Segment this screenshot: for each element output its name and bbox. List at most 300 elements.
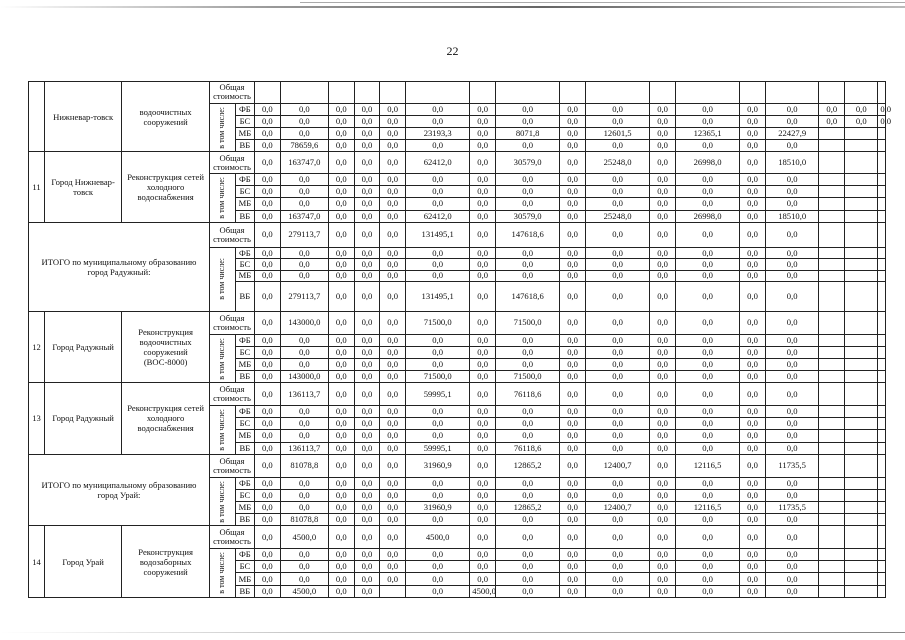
funding-table (28, 81, 892, 598)
value-cell: 0,0 (328, 585, 354, 597)
value-cell: 0,0 (354, 514, 380, 526)
value-cell: 0,0 (496, 334, 560, 346)
value-cell: 0,0 (560, 371, 586, 383)
total-value-cell (470, 82, 496, 104)
value-cell: 0,0 (280, 501, 328, 513)
including-label-text: в том числе: (217, 337, 227, 380)
total-value-cell: 0,0 (740, 454, 766, 477)
value-cell: 0,0 (560, 186, 586, 198)
value-cell: 0,0 (470, 247, 496, 258)
value-cell: 0,0 (765, 477, 819, 489)
value-cell: 0,0 (650, 198, 676, 210)
table-row (29, 311, 886, 334)
total-value-cell (328, 82, 354, 104)
value-cell (845, 501, 878, 513)
value-cell: 0,0 (354, 128, 380, 140)
value-cell: 0,0 (675, 247, 739, 258)
value-cell: 0,0 (740, 270, 766, 281)
value-cell: 0,0 (255, 573, 281, 585)
value-cell (845, 549, 878, 561)
value-cell (878, 282, 886, 312)
table-row (29, 222, 886, 247)
value-cell: 0,0 (255, 186, 281, 198)
total-value-cell: 0,0 (354, 222, 380, 247)
total-value-cell (255, 82, 281, 104)
table-row (29, 526, 886, 549)
value-cell (819, 430, 845, 442)
municipality-name: Нижневар-товск (45, 82, 122, 152)
value-cell: 0,0 (406, 270, 470, 281)
value-cell: 0,0 (496, 561, 560, 573)
total-value-cell: 0,0 (675, 383, 739, 406)
funding-source-label: ФБ (235, 247, 254, 258)
value-cell: 0,0 (560, 442, 586, 454)
value-cell (878, 210, 886, 222)
value-cell: 78659,6 (280, 140, 328, 152)
funding-source-label: ВБ (235, 210, 254, 222)
total-value-cell: 0,0 (740, 152, 766, 174)
funding-source-label: ВБ (235, 514, 254, 526)
value-cell: 0,0 (740, 140, 766, 152)
funding-source-label: ФБ (235, 174, 254, 186)
value-cell (878, 198, 886, 210)
value-cell: 0,0 (819, 115, 845, 127)
value-cell: 0,0 (650, 210, 676, 222)
value-cell: 0,0 (328, 140, 354, 152)
total-value-cell (819, 311, 845, 334)
total-value-cell: 0,0 (470, 152, 496, 174)
value-cell: 0,0 (354, 585, 380, 597)
value-cell: 0,0 (585, 549, 649, 561)
value-cell: 0,0 (328, 514, 354, 526)
row-number: 14 (29, 526, 45, 598)
including-label-text: в том числе: (217, 480, 227, 523)
value-cell: 0,0 (406, 346, 470, 358)
value-cell: 0,0 (354, 140, 380, 152)
value-cell: 0,0 (380, 442, 406, 454)
value-cell: 0,0 (328, 198, 354, 210)
value-cell: 0,0 (280, 103, 328, 115)
value-cell (845, 210, 878, 222)
value-cell: 0,0 (560, 247, 586, 258)
value-cell: 0,0 (255, 140, 281, 152)
value-cell: 0,0 (675, 270, 739, 281)
value-cell: 0,0 (255, 477, 281, 489)
value-cell: 0,0 (560, 174, 586, 186)
value-cell: 0,0 (470, 282, 496, 312)
value-cell (845, 430, 878, 442)
funding-source-label: МБ (235, 270, 254, 281)
value-cell: 0,0 (585, 585, 649, 597)
value-cell: 0,0 (819, 103, 845, 115)
value-cell: 0,0 (560, 115, 586, 127)
value-cell: 0,0 (560, 198, 586, 210)
value-cell: 0,0 (255, 585, 281, 597)
total-value-cell (845, 311, 878, 334)
total-value-cell: 0,0 (255, 454, 281, 477)
value-cell (878, 346, 886, 358)
total-value-cell: 59995,1 (406, 383, 470, 406)
value-cell: 0,0 (496, 585, 560, 597)
value-cell: 0,0 (585, 371, 649, 383)
row-number: 11 (29, 152, 45, 222)
table-row (29, 454, 886, 477)
value-cell: 0,0 (675, 585, 739, 597)
value-cell: 0,0 (280, 489, 328, 501)
value-cell: 0,0 (354, 549, 380, 561)
scan-artifact-top-thin (300, 2, 905, 3)
value-cell: 0,0 (470, 103, 496, 115)
value-cell: 0,0 (255, 358, 281, 370)
funding-source-label: ВБ (235, 140, 254, 152)
value-cell: 31960,9 (406, 501, 470, 513)
value-cell: 0,0 (650, 115, 676, 127)
value-cell: 0,0 (650, 418, 676, 430)
value-cell: 0,0 (650, 174, 676, 186)
value-cell: 0,0 (470, 334, 496, 346)
value-cell: 0,0 (765, 186, 819, 198)
value-cell (819, 371, 845, 383)
value-cell: 12365,1 (675, 128, 739, 140)
value-cell: 0,0 (675, 115, 739, 127)
total-cost-label: Общая стоимость (210, 152, 255, 174)
value-cell (819, 585, 845, 597)
funding-source-label: БС (235, 259, 254, 270)
funding-source-label: БС (235, 115, 254, 127)
value-cell (845, 198, 878, 210)
value-cell: 0,0 (470, 128, 496, 140)
value-cell: 0,0 (560, 406, 586, 418)
value-cell: 0,0 (496, 514, 560, 526)
funding-source-label: МБ (235, 198, 254, 210)
value-cell: 0,0 (406, 186, 470, 198)
total-value-cell: 71500,0 (406, 311, 470, 334)
total-value-cell (878, 526, 886, 549)
total-value-cell: 0,0 (740, 526, 766, 549)
value-cell (878, 561, 886, 573)
value-cell: 0,0 (496, 247, 560, 258)
value-cell: 0,0 (406, 489, 470, 501)
value-cell: 0,0 (328, 346, 354, 358)
value-cell: 0,0 (675, 477, 739, 489)
total-value-cell (650, 82, 676, 104)
value-cell: 0,0 (328, 270, 354, 281)
value-cell: 0,0 (354, 501, 380, 513)
total-value-cell (845, 222, 878, 247)
value-cell: 0,0 (354, 103, 380, 115)
value-cell: 0,0 (354, 282, 380, 312)
value-cell: 23193,3 (406, 128, 470, 140)
value-cell: 0,0 (765, 103, 819, 115)
value-cell: 0,0 (280, 430, 328, 442)
value-cell: 0,0 (675, 346, 739, 358)
value-cell: 0,0 (765, 334, 819, 346)
value-cell (845, 442, 878, 454)
value-cell: 0,0 (354, 210, 380, 222)
value-cell: 0,0 (585, 358, 649, 370)
total-cost-label: Общая стоимость (210, 311, 255, 334)
value-cell: 0,0 (470, 186, 496, 198)
value-cell: 0,0 (650, 282, 676, 312)
row-number: 12 (29, 311, 45, 383)
value-cell: 25248,0 (585, 210, 649, 222)
total-value-cell: 0,0 (255, 222, 281, 247)
value-cell: 0,0 (255, 103, 281, 115)
value-cell: 0,0 (496, 259, 560, 270)
value-cell: 0,0 (470, 270, 496, 281)
value-cell: 0,0 (765, 573, 819, 585)
value-cell: 0,0 (560, 573, 586, 585)
value-cell: 0,0 (560, 270, 586, 281)
value-cell: 0,0 (280, 561, 328, 573)
value-cell: 0,0 (585, 115, 649, 127)
total-value-cell: 0,0 (255, 526, 281, 549)
including-label (210, 103, 236, 152)
including-label (210, 174, 236, 223)
value-cell: 0,0 (560, 549, 586, 561)
value-cell: 0,0 (255, 210, 281, 222)
value-cell: 0,0 (675, 418, 739, 430)
total-value-cell (819, 152, 845, 174)
total-value-cell: 0,0 (328, 311, 354, 334)
value-cell: 12601,5 (585, 128, 649, 140)
value-cell (878, 270, 886, 281)
total-value-cell: 0,0 (470, 311, 496, 334)
total-value-cell: 0,0 (328, 454, 354, 477)
value-cell: 0,0 (328, 334, 354, 346)
value-cell: 0,0 (470, 358, 496, 370)
value-cell (819, 358, 845, 370)
scan-artifact-top (0, 6, 905, 8)
value-cell: 0,0 (675, 371, 739, 383)
value-cell (878, 174, 886, 186)
project-name: Реконструкция водозаборных сооружений (122, 526, 210, 598)
value-cell: 0,0 (406, 514, 470, 526)
municipality-name: Город Урай (45, 526, 122, 598)
total-value-cell: 12116,5 (675, 454, 739, 477)
value-cell: 22427,9 (765, 128, 819, 140)
value-cell: 0,0 (560, 585, 586, 597)
itogo-label: ИТОГО по муниципальному образованию город Радужный: (29, 222, 210, 311)
value-cell: 0,0 (328, 128, 354, 140)
value-cell: 0,0 (560, 358, 586, 370)
value-cell: 0,0 (740, 115, 766, 127)
value-cell: 0,0 (585, 198, 649, 210)
municipality-name: Город Радужный (45, 311, 122, 383)
value-cell: 0,0 (328, 489, 354, 501)
value-cell: 0,0 (496, 406, 560, 418)
value-cell: 0,0 (740, 585, 766, 597)
value-cell: 0,0 (255, 259, 281, 270)
total-value-cell (765, 82, 819, 104)
funding-source-label: ФБ (235, 549, 254, 561)
value-cell: 0,0 (740, 198, 766, 210)
value-cell: 0,0 (354, 418, 380, 430)
scan-artifact-bottom (0, 632, 905, 633)
total-value-cell: 0,0 (380, 152, 406, 174)
total-value-cell (819, 526, 845, 549)
municipality-name: Город Радужный (45, 383, 122, 455)
value-cell: 0,0 (560, 259, 586, 270)
total-value-cell: 0,0 (380, 454, 406, 477)
value-cell: 0,0 (328, 549, 354, 561)
value-cell: 0,0 (380, 561, 406, 573)
value-cell: 0,0 (280, 115, 328, 127)
value-cell: 0,0 (470, 573, 496, 585)
total-value-cell: 0,0 (650, 454, 676, 477)
total-value-cell: 0,0 (328, 222, 354, 247)
total-value-cell: 0,0 (560, 311, 586, 334)
value-cell (819, 198, 845, 210)
total-value-cell: 0,0 (740, 222, 766, 247)
value-cell (878, 128, 886, 140)
including-label-text: в том числе: (217, 409, 227, 451)
value-cell: 0,0 (585, 186, 649, 198)
value-cell: 0,0 (380, 103, 406, 115)
total-value-cell: 0,0 (585, 311, 649, 334)
value-cell: 0,0 (328, 418, 354, 430)
value-cell: 0,0 (470, 406, 496, 418)
value-cell: 0,0 (470, 561, 496, 573)
value-cell: 0,0 (496, 477, 560, 489)
value-cell: 0,0 (585, 406, 649, 418)
total-value-cell (280, 82, 328, 104)
value-cell (819, 418, 845, 430)
value-cell: 0,0 (740, 247, 766, 258)
value-cell: 0,0 (380, 501, 406, 513)
value-cell: 12116,5 (675, 501, 739, 513)
value-cell: 0,0 (765, 140, 819, 152)
value-cell: 0,0 (380, 140, 406, 152)
value-cell: 0,0 (255, 115, 281, 127)
value-cell: 0,0 (406, 406, 470, 418)
total-value-cell (845, 454, 878, 477)
total-value-cell: 0,0 (328, 526, 354, 549)
total-value-cell: 0,0 (560, 383, 586, 406)
value-cell (845, 282, 878, 312)
value-cell: 0,0 (585, 174, 649, 186)
total-value-cell: 0,0 (675, 526, 739, 549)
value-cell: 0,0 (354, 371, 380, 383)
value-cell: 0,0 (650, 247, 676, 258)
value-cell: 0,0 (406, 561, 470, 573)
value-cell: 0,0 (354, 247, 380, 258)
value-cell: 0,0 (380, 210, 406, 222)
value-cell: 0,0 (740, 561, 766, 573)
total-value-cell: 0,0 (650, 152, 676, 174)
value-cell: 0,0 (354, 430, 380, 442)
project-name: Реконструкция сетей холодного водоснабжения (122, 383, 210, 455)
value-cell: 0,0 (406, 247, 470, 258)
total-value-cell (878, 82, 886, 104)
value-cell: 0,0 (765, 259, 819, 270)
value-cell (878, 477, 886, 489)
value-cell: 0,0 (406, 585, 470, 597)
value-cell: 0,0 (765, 418, 819, 430)
value-cell: 0,0 (765, 406, 819, 418)
value-cell: 0,0 (650, 573, 676, 585)
value-cell: 0,0 (765, 282, 819, 312)
value-cell: 0,0 (740, 501, 766, 513)
total-value-cell: 0,0 (585, 222, 649, 247)
value-cell (819, 549, 845, 561)
value-cell (819, 270, 845, 281)
value-cell: 0,0 (650, 103, 676, 115)
value-cell (878, 442, 886, 454)
total-value-cell (406, 82, 470, 104)
including-label-text: в том числе: (217, 177, 227, 219)
value-cell: 0,0 (255, 334, 281, 346)
total-value-cell: 0,0 (470, 222, 496, 247)
funding-source-label: ВБ (235, 442, 254, 454)
total-value-cell: 0,0 (380, 526, 406, 549)
value-cell: 0,0 (380, 334, 406, 346)
value-cell: 0,0 (650, 358, 676, 370)
value-cell: 0,0 (740, 430, 766, 442)
value-cell: 0,0 (496, 358, 560, 370)
value-cell: 0,0 (406, 358, 470, 370)
value-cell: 0,0 (255, 549, 281, 561)
value-cell: 0,0 (496, 186, 560, 198)
value-cell: 62412,0 (406, 210, 470, 222)
value-cell: 0,0 (496, 198, 560, 210)
value-cell: 0,0 (650, 442, 676, 454)
funding-source-label: МБ (235, 128, 254, 140)
value-cell: 0,0 (406, 477, 470, 489)
value-cell: 0,0 (280, 358, 328, 370)
value-cell (845, 585, 878, 597)
value-cell: 0,0 (380, 115, 406, 127)
total-value-cell: 0,0 (650, 526, 676, 549)
value-cell: 0,0 (740, 477, 766, 489)
value-cell: 0,0 (255, 561, 281, 573)
value-cell: 0,0 (380, 549, 406, 561)
value-cell: 0,0 (406, 198, 470, 210)
value-cell: 0,0 (255, 418, 281, 430)
value-cell: 0,0 (406, 140, 470, 152)
value-cell: 0,0 (380, 282, 406, 312)
value-cell: 0,0 (280, 549, 328, 561)
value-cell: 0,0 (255, 128, 281, 140)
value-cell: 0,0 (740, 418, 766, 430)
value-cell: 0,0 (496, 270, 560, 281)
value-cell: 0,0 (470, 371, 496, 383)
value-cell: 0,0 (406, 430, 470, 442)
value-cell: 18510,0 (765, 210, 819, 222)
value-cell: 11735,5 (765, 501, 819, 513)
value-cell: 0,0 (354, 477, 380, 489)
total-value-cell: 76118,6 (496, 383, 560, 406)
value-cell: 0,0 (650, 406, 676, 418)
value-cell (845, 140, 878, 152)
total-value-cell: 0,0 (354, 383, 380, 406)
value-cell: 0,0 (470, 489, 496, 501)
total-value-cell (878, 311, 886, 334)
funding-source-label: БС (235, 489, 254, 501)
value-cell: 0,0 (560, 430, 586, 442)
total-value-cell (878, 152, 886, 174)
value-cell: 0,0 (328, 442, 354, 454)
value-cell: 0,0 (280, 198, 328, 210)
value-cell: 163747,0 (280, 210, 328, 222)
total-value-cell (819, 222, 845, 247)
value-cell: 0,0 (496, 430, 560, 442)
including-label-text: в том числе: (217, 106, 227, 149)
value-cell: 0,0 (675, 442, 739, 454)
value-cell: 0,0 (765, 174, 819, 186)
value-cell: 0,0 (470, 418, 496, 430)
funding-source-label: ФБ (235, 477, 254, 489)
